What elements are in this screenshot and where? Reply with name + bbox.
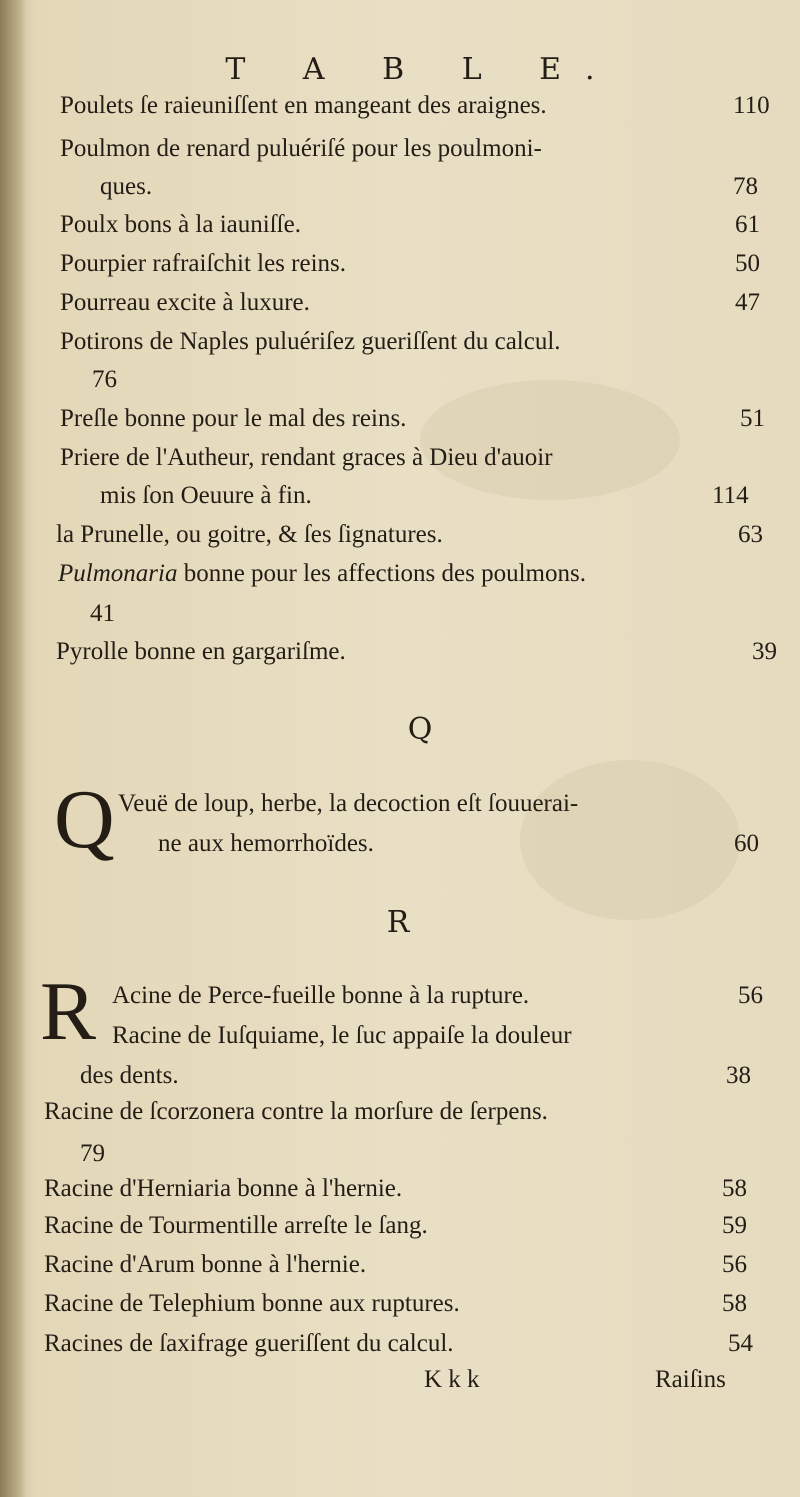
index-entry: Racine d'Arum bonne à l'hernie. <box>44 1251 367 1278</box>
index-entry: Racines de ſaxifrage gueriſſent du calcul. <box>44 1330 454 1357</box>
index-entry-continuation: ques. <box>100 173 153 200</box>
index-entry: Racine de Telephium bonne aux ruptures. <box>44 1290 460 1317</box>
running-head: T A B L E. <box>225 52 619 87</box>
page-number: 47 <box>735 289 760 316</box>
page-number: 59 <box>722 1212 747 1239</box>
dropcap-r: R <box>40 965 97 1058</box>
index-entry: Pourpier rafraiſchit les reins. <box>60 250 347 277</box>
page-number: 114 <box>712 482 749 509</box>
page-number: 79 <box>80 1140 105 1167</box>
section-letter-q: Q <box>407 712 433 747</box>
paper-stain <box>520 760 740 920</box>
paper-stain <box>420 380 680 500</box>
index-entry: Acine de Perce-fueille bonne à la rupture. <box>112 982 530 1009</box>
index-entry: Veuë de loup, herbe, la decoction eſt ſouuerai- <box>118 790 579 817</box>
page-number: 56 <box>738 982 763 1009</box>
section-letter-r: R <box>386 905 410 940</box>
index-entry: Racine de Iuſquiame, le ſuc appaiſe la douleur <box>112 1022 572 1049</box>
page-number: 76 <box>92 366 117 393</box>
page-number: 63 <box>738 521 763 548</box>
index-entry: Pyrolle bonne en gargariſme. <box>56 638 346 665</box>
signature-mark: K k k <box>424 1366 480 1393</box>
page-number: 58 <box>722 1290 747 1317</box>
dropcap-q: Q <box>54 773 115 866</box>
page-number: 78 <box>733 173 758 200</box>
index-entry: Potirons de Naples puluériſez gueriſſent du calcul. <box>60 328 561 355</box>
index-entry: Preſle bonne pour le mal des reins. <box>60 405 407 432</box>
index-entry: Pourreau excite à luxure. <box>60 289 310 316</box>
index-entry: Poulx bons à la iauniſſe. <box>60 211 301 238</box>
page-number: 60 <box>734 830 759 857</box>
index-entry <box>58 560 586 588</box>
page-number: 51 <box>740 405 765 432</box>
index-entry-continuation: des dents. <box>80 1062 179 1089</box>
page-number: 56 <box>722 1251 747 1278</box>
page-number: 38 <box>726 1062 751 1089</box>
page-number: 110 <box>733 92 770 119</box>
index-entry-continuation: ne aux hemorrhoïdes. <box>158 830 374 857</box>
page-number: 39 <box>752 638 777 665</box>
page-number: 50 <box>735 250 760 277</box>
index-entry: Priere de l'Autheur, rendant graces à Dieu d'auoir <box>60 444 553 471</box>
page-number: 54 <box>728 1330 753 1357</box>
catchword: Raiſins <box>655 1366 726 1393</box>
index-entry: Racine de ſcorzonera contre la morſure de ſerpens. <box>44 1098 548 1125</box>
index-entry: Poulets ſe raieuniſſent en mangeant des araignes. <box>60 92 547 119</box>
index-entry-text: bonne pour les affections des poulmons. <box>177 560 586 587</box>
page-number: 58 <box>722 1175 747 1202</box>
page-number: 61 <box>735 211 760 238</box>
page-number: 41 <box>90 600 115 627</box>
index-entry-continuation: mis ſon Oeuure à fin. <box>100 482 312 509</box>
index-entry: Racine de Tourmentille arreſte le ſang. <box>44 1212 428 1239</box>
index-entry: Racine d'Herniaria bonne à l'hernie. <box>44 1175 403 1202</box>
binding-gutter <box>0 0 26 1497</box>
index-entry: Poulmon de renard puluériſé pour les poulmoni- <box>60 135 542 162</box>
index-entry: la Prunelle, ou goitre, & ſes ſignatures. <box>56 521 443 548</box>
latin-term: Pulmonaria <box>58 560 178 587</box>
